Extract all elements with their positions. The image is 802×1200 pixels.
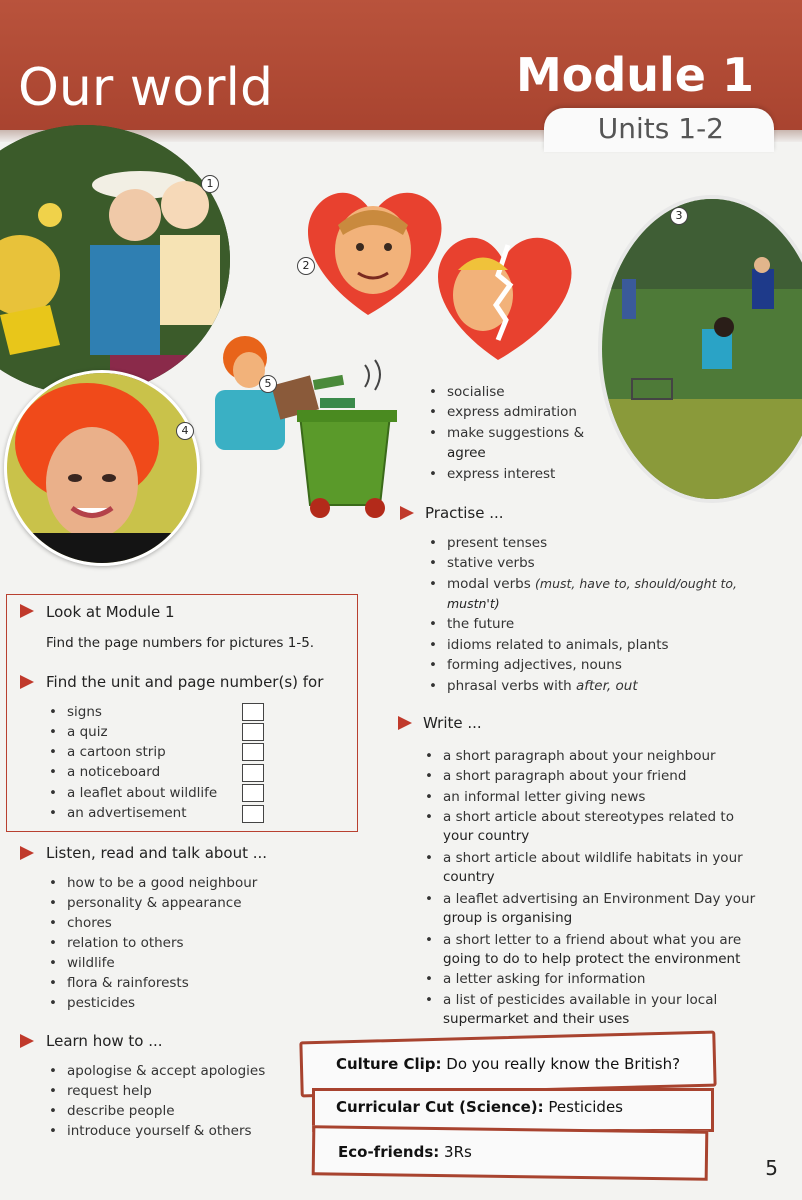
list-item: • the future — [447, 616, 514, 632]
list-item: • a short paragraph about your friend — [443, 768, 686, 784]
answer-box[interactable] — [242, 764, 264, 782]
arrow-icon — [20, 604, 34, 618]
list-item: • apologise & accept apologies — [67, 1063, 265, 1079]
page-number: 5 — [765, 1156, 778, 1180]
units-label: Units 1-2 — [597, 112, 724, 145]
answer-box[interactable] — [242, 743, 264, 761]
illustration-recycling — [205, 330, 415, 525]
learn-heading: Learn how to ... — [46, 1032, 163, 1050]
answer-box[interactable] — [242, 723, 264, 741]
list-item: • a leaflet about wildlife — [67, 785, 217, 801]
list-item: • a quiz — [67, 724, 108, 740]
eco-friends-text: 3Rs — [444, 1143, 472, 1161]
list-item-text: phrasal verbs with — [447, 678, 572, 694]
eco-friends-label: Eco-friends: — [338, 1143, 440, 1161]
list-item: • an informal letter giving news — [443, 789, 645, 805]
answer-box[interactable] — [242, 703, 264, 721]
culture-clip-label: Culture Clip: — [336, 1055, 442, 1073]
list-item: • pesticides — [67, 995, 135, 1011]
list-item: • present tenses — [447, 535, 547, 551]
photo-volunteers — [598, 195, 802, 503]
curricular-cut — [336, 1098, 623, 1116]
photo-woman — [4, 370, 200, 566]
list-item: • relation to others — [67, 935, 184, 951]
list-item: • express interest — [447, 466, 555, 482]
list-item: • wildlife — [67, 955, 115, 971]
list-item-continuation: country — [443, 869, 495, 885]
photo-gardening — [0, 125, 230, 395]
list-item: • signs — [67, 704, 102, 720]
list-item-continuation: supermarket and their uses — [443, 1011, 630, 1027]
list-item: • a short article about wildlife habitats in your — [443, 850, 743, 866]
list-item: • a cartoon strip — [67, 744, 166, 760]
list-item: • express admiration — [447, 404, 577, 420]
practise-heading: Practise ... — [425, 504, 504, 522]
list-item: • a short letter to a friend about what you are — [443, 932, 741, 948]
list-item: • stative verbs — [447, 555, 535, 571]
picture-number-5: 5 — [259, 375, 277, 393]
curricular-cut-label: Curricular Cut (Science): — [336, 1098, 544, 1116]
arrow-icon — [20, 846, 34, 860]
list-item: • forming adjectives, nouns — [447, 657, 622, 673]
listen-heading: Listen, read and talk about ... — [46, 844, 268, 862]
list-item: • a list of pesticides available in your local — [443, 992, 717, 1008]
list-item: • how to be a good neighbour — [67, 875, 257, 891]
list-item: • idioms related to animals, plants — [447, 637, 669, 653]
arrow-icon — [20, 1034, 34, 1048]
list-item-continuation: agree — [447, 445, 486, 461]
picture-number-4: 4 — [176, 422, 194, 440]
modal-note: (must, have to, should/ought to, — [535, 576, 737, 591]
list-item: • a leaflet advertising an Environment Day your — [443, 891, 755, 907]
page-title: Our world — [18, 58, 273, 118]
culture-clip — [336, 1055, 680, 1073]
list-item: • an advertisement — [67, 805, 187, 821]
modal-note-continuation: mustn't) — [447, 596, 500, 611]
list-item: • a letter asking for information — [443, 971, 645, 987]
list-item: • a short article about stereotypes related to — [443, 809, 734, 825]
list-item: • socialise — [447, 384, 505, 400]
list-item-continuation: going to do to help protect the environment — [443, 951, 741, 967]
look-at-heading: Look at Module 1 — [46, 603, 175, 621]
list-item: • request help — [67, 1083, 152, 1099]
list-item: • introduce yourself & others — [67, 1123, 252, 1139]
eco-friends — [338, 1143, 472, 1161]
picture-number-1: 1 — [201, 175, 219, 193]
list-item-phrasal — [447, 678, 638, 694]
picture-number-3: 3 — [670, 207, 688, 225]
list-item: • a noticeboard — [67, 764, 160, 780]
curricular-cut-text: Pesticides — [548, 1098, 623, 1116]
answer-box[interactable] — [242, 784, 264, 802]
list-item: • make suggestions & — [447, 425, 584, 441]
list-item-continuation: your country — [443, 828, 530, 844]
culture-clip-text: Do you really know the British? — [446, 1055, 681, 1073]
look-at-text: Find the page numbers for pictures 1-5. — [46, 635, 315, 651]
write-heading: Write ... — [423, 714, 482, 732]
arrow-icon — [398, 716, 412, 730]
phrasal-note: after, out — [575, 678, 638, 694]
list-item-text: modal verbs — [447, 576, 531, 592]
list-item: • personality & appearance — [67, 895, 242, 911]
list-item-modal — [447, 576, 737, 592]
picture-number-2: 2 — [297, 257, 315, 275]
arrow-icon — [400, 506, 414, 520]
module-title: Module 1 — [515, 48, 754, 102]
list-item: • describe people — [67, 1103, 175, 1119]
list-item: • a short paragraph about your neighbour — [443, 748, 716, 764]
list-item-continuation: group is organising — [443, 910, 573, 926]
list-item: • chores — [67, 915, 112, 931]
list-item: • flora & rainforests — [67, 975, 189, 991]
answer-box[interactable] — [242, 805, 264, 823]
find-unit-heading: Find the unit and page number(s) for — [46, 673, 324, 691]
arrow-icon — [20, 675, 34, 689]
